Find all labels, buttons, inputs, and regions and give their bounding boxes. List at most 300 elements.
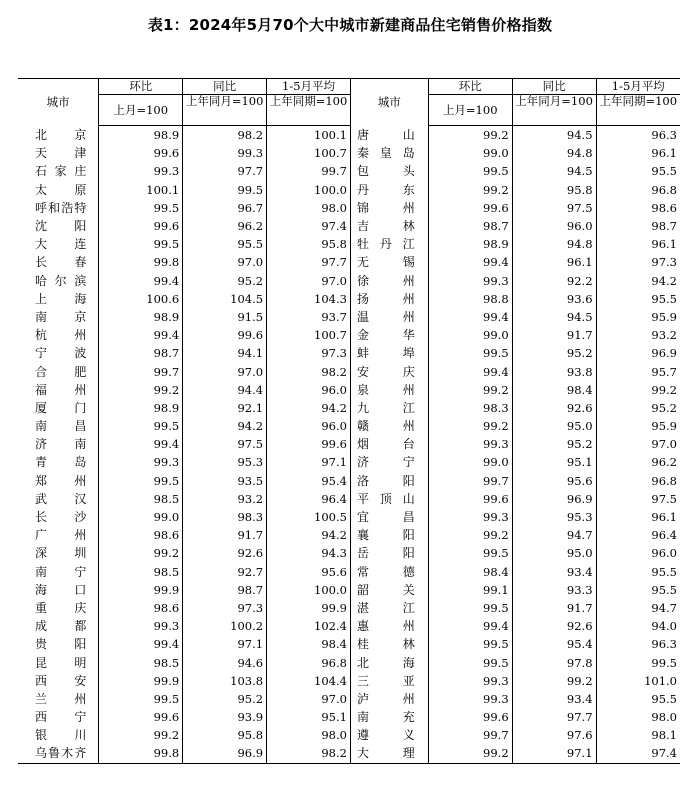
yoy-sub-left: 上年同月=100 <box>183 95 267 126</box>
mom-cell: 98.5 <box>99 653 183 671</box>
avg-cell: 96.1 <box>651 146 677 161</box>
yoy-header-right: 同比 <box>512 79 596 95</box>
avg-cell: 96.0 <box>651 546 677 561</box>
avg-cell: 100.0 <box>267 181 351 199</box>
yoy-cell: 99.6 <box>183 326 267 344</box>
avg-cell: 98.0 <box>651 710 677 725</box>
yoy-cell: 99.3 <box>183 144 267 162</box>
city-cell: 北京 <box>18 126 99 145</box>
yoy-cell: 97.8 <box>512 653 596 671</box>
table-row <box>18 326 680 344</box>
avg-cell: 93.2 <box>651 328 677 343</box>
mom-cell: 100.6 <box>99 290 183 308</box>
yoy-cell: 97.5 <box>183 435 267 453</box>
yoy-cell: 91.7 <box>183 526 267 544</box>
city-cell: 惠州 <box>350 617 428 635</box>
yoy-cell: 97.3 <box>183 599 267 617</box>
mom-cell: 99.5 <box>99 690 183 708</box>
avg-cell: 96.4 <box>651 528 677 543</box>
yoy-cell: 95.2 <box>512 435 596 453</box>
avg-cell: 97.0 <box>651 437 677 452</box>
mom-cell: 99.7 <box>99 362 183 380</box>
yoy-cell: 92.6 <box>183 544 267 562</box>
mom-cell: 99.6 <box>99 144 183 162</box>
avg-cell: 102.4 <box>267 617 351 635</box>
avg-cell: 99.5 <box>651 655 677 670</box>
yoy-cell: 93.3 <box>512 581 596 599</box>
table-body <box>18 126 680 764</box>
avg-cell: 95.5 <box>651 564 677 579</box>
yoy-cell: 91.5 <box>183 308 267 326</box>
avg-cell: 99.2 <box>651 382 677 397</box>
mom-cell: 99.6 <box>428 199 512 217</box>
city-cell: 蚌埠 <box>350 344 428 362</box>
avg-cell: 104.4 <box>267 672 351 690</box>
yoy-cell: 95.8 <box>183 726 267 744</box>
city-cell: 常德 <box>350 563 428 581</box>
avg-cell: 93.7 <box>267 308 351 326</box>
yoy-header-left: 同比 <box>183 79 267 95</box>
table-row <box>18 144 680 162</box>
table-row <box>18 181 680 199</box>
avg-cell: 94.7 <box>651 600 677 615</box>
mom-cell: 98.3 <box>428 399 512 417</box>
yoy-cell: 98.7 <box>183 581 267 599</box>
avg-cell: 99.7 <box>267 162 351 180</box>
avg-cell: 94.3 <box>267 544 351 562</box>
city-cell: 广州 <box>18 526 99 544</box>
avg-cell: 97.3 <box>267 344 351 362</box>
city-header-left: 城市 <box>18 79 99 126</box>
avg-cell: 97.3 <box>651 255 677 270</box>
avg-cell: 100.5 <box>267 508 351 526</box>
city-header-right: 城市 <box>350 79 428 126</box>
city-cell: 海口 <box>18 581 99 599</box>
mom-cell: 99.5 <box>428 162 512 180</box>
mom-cell: 99.5 <box>99 472 183 490</box>
city-cell: 贵阳 <box>18 635 99 653</box>
avg-cell: 95.9 <box>651 419 677 434</box>
avg-cell: 96.8 <box>651 473 677 488</box>
mom-cell: 99.6 <box>99 217 183 235</box>
mom-cell: 99.5 <box>99 235 183 253</box>
table-row <box>18 472 680 490</box>
city-cell: 泉州 <box>350 381 428 399</box>
yoy-cell: 95.6 <box>512 472 596 490</box>
mom-cell: 99.5 <box>99 417 183 435</box>
city-cell: 金华 <box>350 326 428 344</box>
mom-cell: 99.7 <box>428 726 512 744</box>
yoy-cell: 99.5 <box>183 181 267 199</box>
yoy-cell: 95.0 <box>512 544 596 562</box>
mom-cell: 99.3 <box>428 272 512 290</box>
table-row <box>18 381 680 399</box>
avg-cell: 99.9 <box>267 599 351 617</box>
avg-cell: 95.5 <box>651 164 677 179</box>
mom-cell: 99.0 <box>428 144 512 162</box>
avg-cell: 96.9 <box>651 346 677 361</box>
avg-cell: 96.3 <box>651 128 677 143</box>
city-cell: 武汉 <box>18 490 99 508</box>
city-cell: 宁波 <box>18 344 99 362</box>
avg-cell: 96.1 <box>651 237 677 252</box>
yoy-cell: 104.5 <box>183 290 267 308</box>
yoy-cell: 95.5 <box>183 235 267 253</box>
avg-cell: 95.9 <box>651 309 677 324</box>
yoy-cell: 96.9 <box>183 744 267 763</box>
table-row <box>18 744 680 763</box>
table-row <box>18 544 680 562</box>
mom-cell: 99.4 <box>428 362 512 380</box>
avg-cell: 99.6 <box>267 435 351 453</box>
table-row <box>18 253 680 271</box>
city-cell: 昆明 <box>18 653 99 671</box>
yoy-cell: 93.9 <box>183 708 267 726</box>
yoy-cell: 96.9 <box>512 490 596 508</box>
avg-cell: 95.5 <box>651 582 677 597</box>
mom-cell: 98.6 <box>99 599 183 617</box>
avg-cell: 98.0 <box>267 726 351 744</box>
mom-cell: 99.4 <box>428 617 512 635</box>
mom-cell: 99.8 <box>99 253 183 271</box>
table-row <box>18 217 680 235</box>
mom-cell: 99.6 <box>99 708 183 726</box>
yoy-cell: 95.8 <box>512 181 596 199</box>
table-row <box>18 272 680 290</box>
table-row <box>18 453 680 471</box>
yoy-cell: 94.6 <box>183 653 267 671</box>
yoy-cell: 94.1 <box>183 344 267 362</box>
avg-cell: 96.8 <box>267 653 351 671</box>
city-cell: 九江 <box>350 399 428 417</box>
city-cell: 襄阳 <box>350 526 428 544</box>
yoy-cell: 94.8 <box>512 144 596 162</box>
mom-cell: 100.1 <box>99 181 183 199</box>
avg-cell: 97.4 <box>596 744 680 763</box>
mom-cell: 99.3 <box>99 162 183 180</box>
mom-sub-right: 上月=100 <box>428 95 512 126</box>
mom-cell: 99.3 <box>99 617 183 635</box>
mom-cell: 98.5 <box>99 563 183 581</box>
table-row <box>18 581 680 599</box>
yoy-cell: 96.7 <box>183 199 267 217</box>
mom-cell: 99.0 <box>99 508 183 526</box>
yoy-cell: 97.1 <box>183 635 267 653</box>
avg-cell: 95.6 <box>267 563 351 581</box>
avg-cell: 97.7 <box>267 253 351 271</box>
mom-cell: 99.2 <box>428 526 512 544</box>
city-cell: 锦州 <box>350 199 428 217</box>
city-cell: 南昌 <box>18 417 99 435</box>
yoy-cell: 91.7 <box>512 599 596 617</box>
mom-cell: 99.3 <box>99 453 183 471</box>
yoy-sub-right: 上年同月=100 <box>512 95 596 126</box>
table-row <box>18 290 680 308</box>
avg-cell: 100.1 <box>267 126 351 145</box>
city-cell: 郑州 <box>18 472 99 490</box>
mom-cell: 99.3 <box>428 690 512 708</box>
table-row <box>18 563 680 581</box>
city-cell: 无锡 <box>350 253 428 271</box>
mom-cell: 99.4 <box>99 635 183 653</box>
yoy-cell: 94.4 <box>183 381 267 399</box>
mom-cell: 99.0 <box>428 326 512 344</box>
table-row <box>18 308 680 326</box>
mom-cell: 99.2 <box>99 726 183 744</box>
mom-header-right: 环比 <box>428 79 512 95</box>
city-cell: 牡丹江 <box>350 235 428 253</box>
yoy-cell: 99.2 <box>512 672 596 690</box>
city-cell: 包头 <box>350 162 428 180</box>
yoy-cell: 97.1 <box>512 744 596 763</box>
city-cell: 桂林 <box>350 635 428 653</box>
avg-cell: 95.5 <box>651 691 677 706</box>
table-row <box>18 490 680 508</box>
city-cell: 湛江 <box>350 599 428 617</box>
avg-cell: 97.4 <box>267 217 351 235</box>
city-cell: 洛阳 <box>350 472 428 490</box>
avg-cell: 98.6 <box>651 200 677 215</box>
mom-cell: 98.9 <box>99 126 183 145</box>
table-row <box>18 235 680 253</box>
city-cell: 天津 <box>18 144 99 162</box>
mom-cell: 99.4 <box>428 253 512 271</box>
mom-cell: 99.9 <box>99 581 183 599</box>
mom-header-left: 环比 <box>99 79 183 95</box>
mom-cell: 99.2 <box>428 744 512 763</box>
avg-cell: 98.1 <box>651 728 677 743</box>
avg-header-right: 1-5月平均 <box>596 79 680 95</box>
mom-cell: 99.4 <box>428 308 512 326</box>
yoy-cell: 93.2 <box>183 490 267 508</box>
city-cell: 重庆 <box>18 599 99 617</box>
table-row <box>18 653 680 671</box>
yoy-cell: 95.2 <box>183 272 267 290</box>
yoy-cell: 95.0 <box>512 417 596 435</box>
yoy-cell: 95.4 <box>512 635 596 653</box>
mom-cell: 99.4 <box>99 272 183 290</box>
table-row <box>18 635 680 653</box>
avg-cell: 98.7 <box>651 219 677 234</box>
yoy-cell: 98.3 <box>183 508 267 526</box>
avg-cell: 98.0 <box>267 199 351 217</box>
table-row <box>18 417 680 435</box>
mom-cell: 99.2 <box>99 544 183 562</box>
mom-cell: 99.2 <box>428 126 512 145</box>
city-cell: 济宁 <box>350 453 428 471</box>
table-row <box>18 435 680 453</box>
city-cell: 岳阳 <box>350 544 428 562</box>
yoy-cell: 100.2 <box>183 617 267 635</box>
city-cell: 呼和浩特 <box>18 199 99 217</box>
mom-cell: 99.2 <box>428 417 512 435</box>
yoy-cell: 97.7 <box>183 162 267 180</box>
city-cell: 扬州 <box>350 290 428 308</box>
yoy-cell: 96.1 <box>512 253 596 271</box>
mom-cell: 99.5 <box>428 635 512 653</box>
avg-cell: 98.4 <box>267 635 351 653</box>
table-row <box>18 526 680 544</box>
avg-cell: 98.2 <box>267 744 351 763</box>
mom-cell: 99.8 <box>99 744 183 763</box>
mom-sub-left: 上月=100 <box>99 95 183 126</box>
avg-cell: 96.8 <box>651 182 677 197</box>
city-cell: 西宁 <box>18 708 99 726</box>
mom-cell: 99.5 <box>428 544 512 562</box>
table-row <box>18 399 680 417</box>
avg-cell: 104.3 <box>267 290 351 308</box>
avg-sub-right: 上年同期=100 <box>596 95 680 126</box>
city-cell: 温州 <box>350 308 428 326</box>
mom-cell: 98.8 <box>428 290 512 308</box>
table-row <box>18 126 680 145</box>
yoy-cell: 97.7 <box>512 708 596 726</box>
avg-cell: 94.2 <box>267 399 351 417</box>
city-cell: 石家庄 <box>18 162 99 180</box>
avg-cell: 94.2 <box>267 526 351 544</box>
city-cell: 长春 <box>18 253 99 271</box>
city-cell: 丹东 <box>350 181 428 199</box>
city-cell: 秦皇岛 <box>350 144 428 162</box>
avg-cell: 96.2 <box>651 455 677 470</box>
avg-cell: 97.5 <box>651 491 677 506</box>
avg-cell: 101.0 <box>644 673 677 688</box>
yoy-cell: 103.8 <box>183 672 267 690</box>
yoy-cell: 92.6 <box>512 399 596 417</box>
table-row <box>18 508 680 526</box>
yoy-cell: 92.6 <box>512 617 596 635</box>
yoy-cell: 98.2 <box>183 126 267 145</box>
table-row <box>18 708 680 726</box>
yoy-cell: 95.3 <box>512 508 596 526</box>
avg-cell: 95.4 <box>267 472 351 490</box>
city-cell: 泸州 <box>350 690 428 708</box>
yoy-cell: 94.5 <box>512 308 596 326</box>
table-row <box>18 344 680 362</box>
city-cell: 长沙 <box>18 508 99 526</box>
city-cell: 南充 <box>350 708 428 726</box>
yoy-cell: 94.7 <box>512 526 596 544</box>
mom-cell: 99.1 <box>428 581 512 599</box>
city-cell: 西安 <box>18 672 99 690</box>
yoy-cell: 95.2 <box>183 690 267 708</box>
city-cell: 深圳 <box>18 544 99 562</box>
mom-cell: 99.3 <box>428 672 512 690</box>
city-cell: 烟台 <box>350 435 428 453</box>
mom-cell: 99.9 <box>99 672 183 690</box>
mom-cell: 99.5 <box>428 653 512 671</box>
city-cell: 北海 <box>350 653 428 671</box>
city-cell: 唐山 <box>350 126 428 145</box>
yoy-cell: 94.2 <box>183 417 267 435</box>
mom-cell: 98.7 <box>428 217 512 235</box>
yoy-cell: 92.2 <box>512 272 596 290</box>
avg-cell: 96.1 <box>651 510 677 525</box>
city-cell: 青岛 <box>18 453 99 471</box>
yoy-cell: 95.1 <box>512 453 596 471</box>
avg-sub-left: 上年同期=100 <box>267 95 351 126</box>
city-cell: 济南 <box>18 435 99 453</box>
yoy-cell: 95.2 <box>512 344 596 362</box>
city-cell: 厦门 <box>18 399 99 417</box>
city-cell: 成都 <box>18 617 99 635</box>
city-cell: 韶关 <box>350 581 428 599</box>
mom-cell: 98.6 <box>99 526 183 544</box>
mom-cell: 99.4 <box>99 435 183 453</box>
city-cell: 南京 <box>18 308 99 326</box>
mom-cell: 99.2 <box>428 181 512 199</box>
city-cell: 沈阳 <box>18 217 99 235</box>
city-cell: 杭州 <box>18 326 99 344</box>
mom-cell: 98.9 <box>99 399 183 417</box>
mom-cell: 98.5 <box>99 490 183 508</box>
yoy-cell: 97.5 <box>512 199 596 217</box>
avg-cell: 100.0 <box>267 581 351 599</box>
yoy-cell: 93.4 <box>512 563 596 581</box>
yoy-cell: 93.8 <box>512 362 596 380</box>
avg-cell: 97.0 <box>267 690 351 708</box>
avg-cell: 95.8 <box>267 235 351 253</box>
avg-cell: 94.2 <box>651 273 677 288</box>
table-title: 表1：2024年5月70个大中城市新建商品住宅销售价格指数 <box>147 16 553 34</box>
city-cell: 太原 <box>18 181 99 199</box>
city-cell: 乌鲁木齐 <box>18 744 99 763</box>
mom-cell: 99.2 <box>428 381 512 399</box>
yoy-cell: 96.0 <box>512 217 596 235</box>
avg-cell: 96.4 <box>267 490 351 508</box>
table-row <box>18 672 680 690</box>
avg-cell: 95.1 <box>267 708 351 726</box>
avg-cell: 94.0 <box>651 619 677 634</box>
yoy-cell: 94.8 <box>512 235 596 253</box>
city-cell: 福州 <box>18 381 99 399</box>
mom-cell: 99.3 <box>428 508 512 526</box>
table-row <box>18 617 680 635</box>
city-cell: 南宁 <box>18 563 99 581</box>
yoy-cell: 93.6 <box>512 290 596 308</box>
mom-cell: 99.0 <box>428 453 512 471</box>
yoy-cell: 97.6 <box>512 726 596 744</box>
city-cell: 合肥 <box>18 362 99 380</box>
yoy-cell: 98.4 <box>512 381 596 399</box>
mom-cell: 98.9 <box>428 235 512 253</box>
yoy-cell: 93.5 <box>183 472 267 490</box>
table-row <box>18 599 680 617</box>
avg-cell: 97.1 <box>267 453 351 471</box>
city-cell: 赣州 <box>350 417 428 435</box>
yoy-cell: 94.5 <box>512 162 596 180</box>
avg-cell: 96.0 <box>267 381 351 399</box>
avg-cell: 95.2 <box>651 400 677 415</box>
city-cell: 安庆 <box>350 362 428 380</box>
city-cell: 遵义 <box>350 726 428 744</box>
mom-cell: 99.7 <box>428 472 512 490</box>
city-cell: 大连 <box>18 235 99 253</box>
mom-cell: 99.4 <box>99 326 183 344</box>
avg-header-left: 1-5月平均 <box>267 79 351 95</box>
city-cell: 大理 <box>350 744 428 763</box>
mom-cell: 99.6 <box>428 708 512 726</box>
city-cell: 上海 <box>18 290 99 308</box>
yoy-cell: 94.5 <box>512 126 596 145</box>
city-cell: 银川 <box>18 726 99 744</box>
table-row <box>18 726 680 744</box>
mom-cell: 98.4 <box>428 563 512 581</box>
mom-cell: 99.5 <box>428 344 512 362</box>
avg-cell: 96.3 <box>651 637 677 652</box>
table-row <box>18 199 680 217</box>
mom-cell: 99.3 <box>428 435 512 453</box>
